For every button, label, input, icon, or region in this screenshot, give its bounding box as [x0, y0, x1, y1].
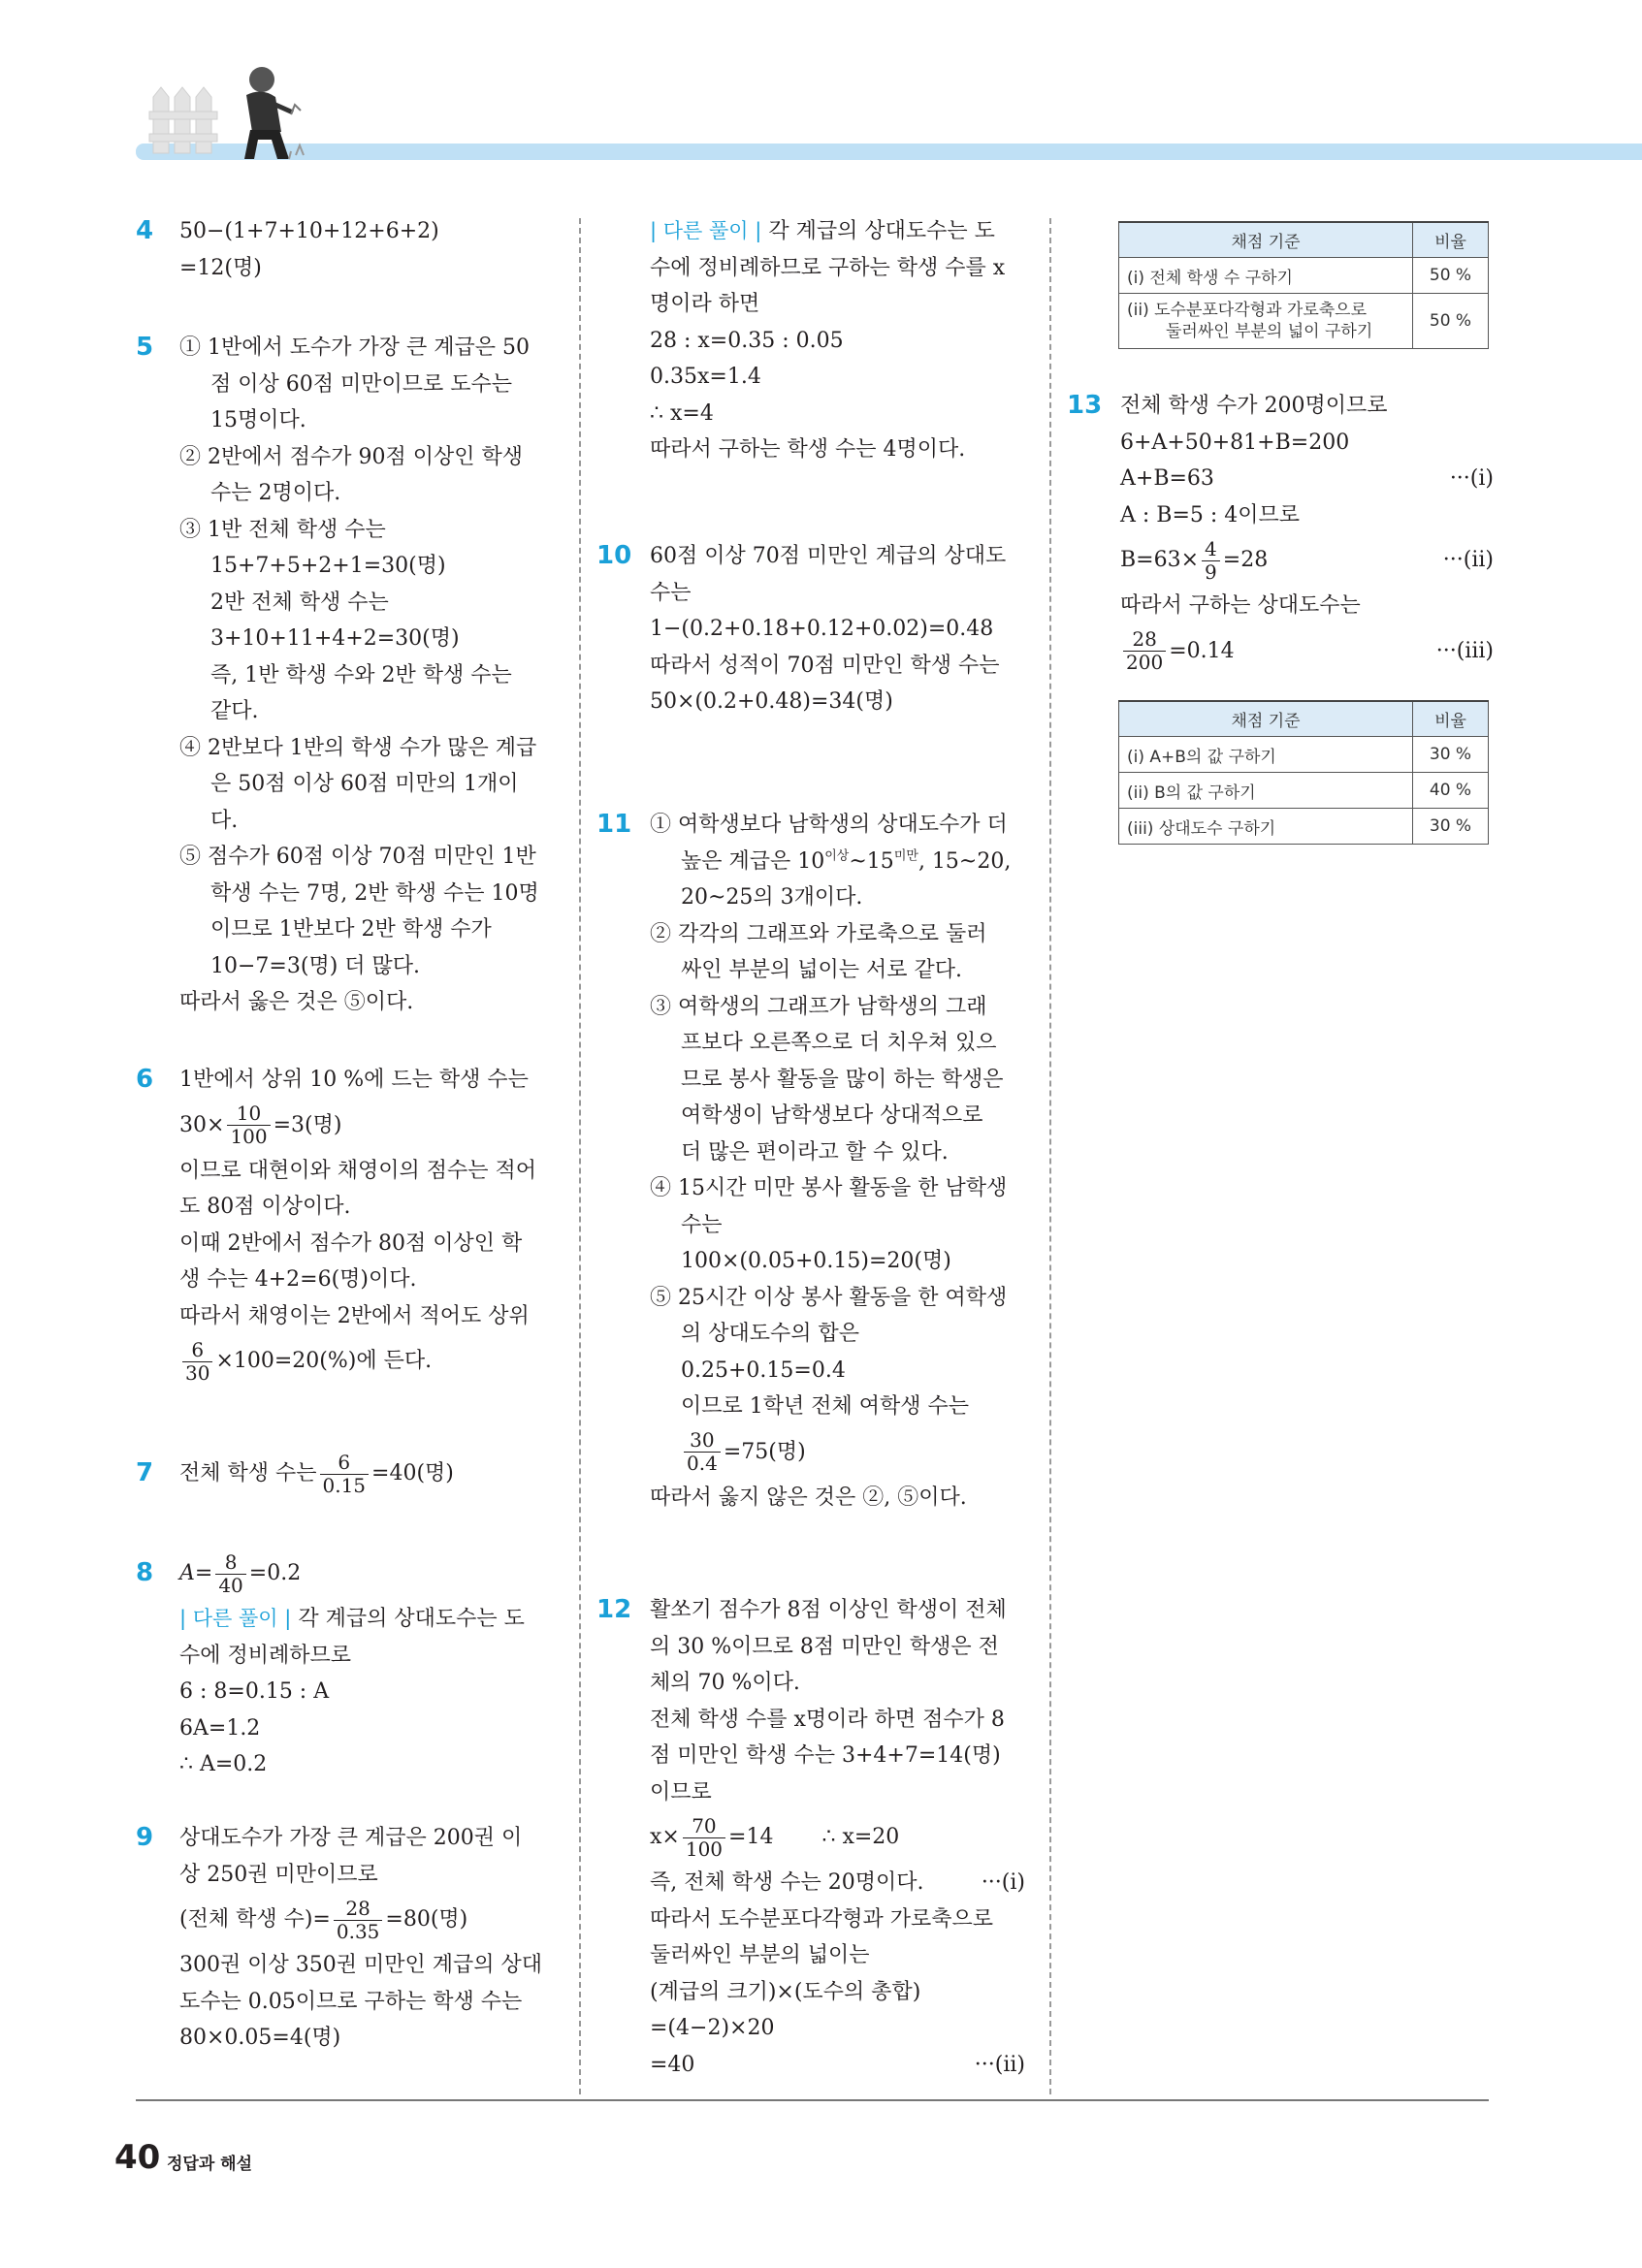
text-line: 300권 이상 350권 미만인 계급의 상대: [179, 1953, 542, 1977]
text-line: 상 250권 미만이므로: [179, 1862, 378, 1887]
fraction-line: [179, 1099, 553, 1153]
text-line: 3+10+11+4+2=30(명): [210, 626, 460, 651]
fraction-line: [650, 1810, 1025, 1865]
text: =3(명): [273, 1112, 342, 1137]
table-header-criteria: 채점 기준: [1119, 222, 1413, 258]
text-line: 전체 학생 수를 x명이라 하면 점수가 8: [650, 1707, 1005, 1732]
problem-12: [596, 1592, 1025, 2083]
text-line: 활쏘기 점수가 8점 이상인 학생이 전체: [650, 1598, 1007, 1622]
criteria-cell: [1119, 294, 1413, 349]
denominator: 100: [230, 1125, 268, 1148]
denominator: 0.4: [687, 1452, 718, 1475]
choice-3: ③ 여학생의 그래프가 남학생의 그래: [650, 994, 987, 1019]
text-line: 여학생이 남학생보다 상대적으로: [681, 1103, 983, 1128]
text-line: [1120, 461, 1494, 497]
numerator: 28: [334, 1898, 383, 1921]
problem-10: [596, 538, 1025, 720]
text-line: =12(명): [179, 255, 262, 280]
table-row: [1119, 809, 1489, 845]
fraction-line: [179, 1547, 553, 1601]
text-line: 의 30 %이므로 8점 미만인 학생은 전: [650, 1634, 999, 1659]
problem-7: [136, 1447, 553, 1501]
text-line: [650, 2047, 1025, 2084]
fraction: [683, 1815, 725, 1861]
criteria-cell: (ii) B의 값 구하기: [1119, 773, 1413, 809]
fraction-line: [650, 1425, 1025, 1480]
text-line: 따라서 성적이 70점 미만인 학생 수는: [650, 653, 1000, 678]
fraction: [215, 1551, 245, 1597]
problem-8: [136, 1547, 553, 1783]
problem-number: 8: [136, 1558, 154, 1587]
header-band: [136, 144, 1642, 160]
text-line: 6 : 8=0.15 : A: [179, 1679, 330, 1704]
text: =75(명): [723, 1439, 806, 1464]
score-marker: ···(i): [1449, 466, 1494, 491]
text-line: 전체 학생 수가 200명이므로: [1120, 394, 1388, 418]
denominator: 9: [1205, 559, 1217, 584]
criteria-cell: (iii) 상대도수 구하기: [1119, 809, 1413, 845]
text: =0.2: [248, 1561, 302, 1585]
conclusion: 따라서 옳지 않은 것은 ②, ⑤이다.: [650, 1485, 967, 1510]
fraction: [320, 1452, 370, 1497]
text-line: [650, 213, 1025, 250]
choice-2: ② 2반에서 점수가 90점 이상인 학생: [179, 444, 523, 469]
text: =28: [1222, 548, 1269, 572]
criteria-cell: (i) A+B의 값 구하기: [1119, 737, 1413, 773]
text-line: 체의 70 %이다.: [650, 1671, 800, 1695]
superscript: 이상: [824, 848, 850, 864]
text-line: =(4−2)×20: [650, 2016, 775, 2040]
text: 전체 학생 수는: [179, 1461, 317, 1485]
denominator: 0.35: [336, 1919, 380, 1943]
text: x×: [650, 1825, 680, 1849]
denominator: 40: [218, 1573, 243, 1597]
numerator: 30: [684, 1429, 721, 1453]
text-line: 수에 정비례하므로 구하는 학생 수를 x: [650, 255, 1006, 280]
text-line: 생 수는 4+2=6(명)이다.: [179, 1267, 417, 1292]
text-line: 의 상대도수의 합은: [681, 1322, 860, 1346]
ratio-cell: 50 %: [1413, 294, 1489, 349]
text-line: 은 50점 이상 60점 미만의 1개이: [210, 772, 519, 796]
choice-5: ⑤ 점수가 60점 이상 70점 미만인 1반: [179, 845, 536, 869]
problem-number: 6: [136, 1065, 154, 1094]
choice-4: ④ 2반보다 1반의 학생 수가 많은 계급: [179, 735, 537, 760]
fraction: [227, 1102, 270, 1148]
text-line: 0.25+0.15=0.4: [681, 1358, 846, 1383]
text-line: 더 많은 편이라고 할 수 있다.: [681, 1139, 949, 1165]
text-line: 50−(1+7+10+12+6+2): [179, 219, 439, 243]
problem-number: 4: [136, 216, 154, 245]
text: 30×: [179, 1112, 225, 1137]
denominator: 100: [685, 1837, 724, 1861]
numerator: 6: [182, 1339, 212, 1362]
text-line: 10−7=3(명) 더 많다.: [210, 953, 421, 978]
score-marker: ···(ii): [1442, 548, 1494, 572]
text: ×100=20(%)에 든다.: [215, 1349, 433, 1373]
numerator: 10: [227, 1102, 270, 1126]
text-line: 100×(0.05+0.15)=20(명): [681, 1249, 951, 1273]
text: 각 계급의 상대도수는 도: [298, 1607, 525, 1631]
text-line: 따라서 도수분포다각형과 가로축으로: [650, 1906, 994, 1932]
ratio-cell: 30 %: [1413, 809, 1489, 845]
text-line: 점 미만인 학생 수는 3+4+7=14(명): [650, 1743, 1001, 1768]
text-line: 15+7+5+2+1=30(명): [210, 554, 446, 578]
problem-number: 13: [1067, 391, 1103, 420]
problem-6: [136, 1062, 553, 1389]
text-line: 이므로: [650, 1779, 712, 1805]
alt-solution-label: | 다른 풀이 |: [650, 219, 762, 242]
fraction: [182, 1339, 212, 1385]
text: A=: [179, 1561, 213, 1585]
table-header-ratio: 비율: [1413, 222, 1489, 258]
text-line: 따라서 채영이는 2반에서 적어도 상위: [179, 1303, 530, 1328]
score-marker: ···(i): [981, 1870, 1025, 1895]
text-line: 이므로 1학년 전체 여학생 수는: [681, 1394, 969, 1419]
fraction-line: [179, 1447, 553, 1501]
text-line: [650, 844, 1025, 880]
text-line: 이므로 1반보다 2반 학생 수가: [210, 917, 492, 942]
scoring-table-13: [1118, 700, 1489, 845]
text-line: 다.: [210, 808, 239, 833]
text-line: 므로 봉사 활동을 많이 하는 학생은: [681, 1067, 1004, 1092]
choice-4: ④ 15시간 미만 봉사 활동을 한 남학생: [650, 1176, 1008, 1200]
problem-13: [1067, 388, 1494, 679]
text-line: 0.35x=1.4: [650, 365, 761, 389]
text-line: 프보다 오른쪽으로 더 치우쳐 있으: [681, 1031, 997, 1055]
problem-5: [136, 330, 553, 1021]
numerator: 8: [215, 1551, 245, 1575]
text-line: (ii) 도수분포다각형과 가로축으로: [1127, 301, 1368, 320]
text-line: 싸인 부분의 넓이는 서로 같다.: [681, 958, 962, 982]
fraction-line: [1120, 533, 1494, 588]
text-line: 따라서 구하는 학생 수는 4명이다.: [650, 437, 966, 462]
problem-number: 11: [596, 810, 632, 839]
choice-2: ② 각각의 그래프와 가로축으로 둘러: [650, 921, 987, 946]
fraction: [334, 1898, 383, 1943]
text-line: 둘러싸인 부분의 넓이는: [650, 1943, 870, 1967]
text-line: 점 이상 60점 미만이므로 도수는: [210, 371, 512, 397]
text-line: [179, 1601, 553, 1638]
text-line: 60점 이상 70점 미만인 계급의 상대도: [650, 544, 1007, 568]
text-line: ∴ x=4: [650, 400, 714, 426]
problem-9: [136, 1820, 553, 2057]
fraction-line: [1120, 624, 1494, 679]
text-line: 6A=1.2: [179, 1715, 261, 1741]
column-separator-2: [1049, 218, 1051, 2094]
denominator: 200: [1126, 651, 1164, 674]
text: =0.14: [1169, 638, 1235, 663]
text-line: 80×0.05=4(명): [179, 2026, 341, 2050]
text-line: 같다.: [210, 699, 259, 723]
text-line: ∴ A=0.2: [179, 1752, 268, 1776]
column-separator-1: [579, 218, 581, 2094]
numerator: 4: [1202, 538, 1220, 561]
problem-11: [596, 807, 1025, 1516]
text-line: 즉, 1반 학생 수와 2반 학생 수는: [210, 662, 512, 687]
text-line: 1−(0.2+0.18+0.12+0.02)=0.48: [650, 617, 994, 641]
denominator: 30: [185, 1360, 210, 1385]
text-line: 수는: [650, 580, 692, 605]
problem-number: 9: [136, 1823, 154, 1852]
table-row: [1119, 294, 1489, 349]
ratio-cell: 30 %: [1413, 737, 1489, 773]
text: =40(명): [371, 1461, 454, 1485]
text-line: 도수는 0.05이므로 구하는 학생 수는: [179, 1989, 523, 2014]
text-line: A : B=5 : 4이므로: [1120, 502, 1301, 527]
text-line: 따라서 구하는 상대도수는: [1120, 593, 1361, 618]
table-header-criteria: 채점 기준: [1119, 701, 1413, 737]
numerator: 6: [320, 1452, 370, 1475]
table-row: [1119, 773, 1489, 809]
text-line: 수는 2명이다.: [210, 481, 341, 505]
fraction: [684, 1429, 721, 1475]
text-line: 학생 수는 7명, 2반 학생 수는 10명: [210, 880, 539, 906]
text: =40: [650, 2052, 695, 2077]
text-line: 수는: [681, 1212, 723, 1237]
scoring-table-12: [1118, 221, 1489, 349]
text-line: 상대도수가 가장 큰 계급은 200권 이: [179, 1826, 523, 1850]
superscript: 미만: [893, 848, 918, 864]
table-row: [1119, 258, 1489, 294]
text-line: 15명이다.: [210, 408, 306, 432]
problem-number: 12: [596, 1595, 632, 1624]
text-line: 6+A+50+81+B=200: [1120, 430, 1350, 455]
text-line: (계급의 크기)×(도수의 총합): [650, 1979, 921, 2004]
text-line: [650, 1865, 1025, 1901]
text: =80(명): [385, 1907, 468, 1932]
choice-3: ③ 1반 전체 학생 수는: [179, 517, 386, 542]
page-label: 정답과 해설: [167, 2155, 253, 2174]
conclusion: 따라서 옳은 것은 ⑤이다.: [179, 990, 414, 1014]
text-line: 28 : x=0.35 : 0.05: [650, 328, 844, 353]
text: =14: [728, 1825, 774, 1849]
ratio-cell: 50 %: [1413, 258, 1489, 294]
text-line: 명이라 하면: [650, 292, 760, 316]
text: ∴ x=20: [821, 1825, 900, 1849]
fraction-line: [179, 1334, 553, 1389]
text: ~15: [849, 848, 894, 874]
text: 각 계급의 상대도수는 도: [768, 219, 995, 243]
text-line: 도 80점 이상이다.: [179, 1195, 351, 1219]
numerator: 28: [1123, 628, 1166, 652]
score-marker: ···(ii): [974, 2052, 1025, 2077]
problem-number: 7: [136, 1458, 154, 1487]
choice-1: ① 여학생보다 남학생의 상대도수가 더: [650, 813, 1008, 837]
problem-9-alt-solution: [606, 213, 1025, 468]
text-line: 20~25의 3개이다.: [681, 885, 863, 910]
text: B=63×: [1120, 548, 1200, 572]
choice-5: ⑤ 25시간 이상 봉사 활동을 한 여학생: [650, 1285, 1008, 1310]
problem-number: 10: [596, 541, 632, 570]
fraction-line: [179, 1893, 553, 1947]
numerator: 70: [683, 1815, 725, 1838]
table-row: [1119, 737, 1489, 773]
footer-rule: [136, 2099, 1489, 2101]
page-number: 40: [114, 2138, 161, 2177]
choice-1: ① 1반에서 도수가 가장 큰 계급은 50: [179, 335, 530, 360]
text: 높은 계급은 10: [681, 848, 825, 874]
text: A+B=63: [1120, 466, 1214, 491]
text-line: 둘러싸인 부분의 넓이 구하기: [1166, 322, 1373, 341]
ratio-cell: 40 %: [1413, 773, 1489, 809]
text-line: 2반 전체 학생 수는: [210, 590, 389, 615]
fraction: [1202, 538, 1220, 584]
text-line: 50×(0.2+0.48)=34(명): [650, 689, 893, 714]
text: 즉, 전체 학생 수는 20명이다.: [650, 1870, 924, 1895]
text-line: 이때 2반에서 점수가 80점 이상인 학: [179, 1230, 523, 1256]
text-line: 수에 정비례하므로: [179, 1643, 352, 1668]
table-header-ratio: 비율: [1413, 701, 1489, 737]
text: (전체 학생 수)=: [179, 1907, 331, 1932]
fraction: [1123, 628, 1166, 674]
alt-solution-label: | 다른 풀이 |: [179, 1607, 292, 1630]
problem-number: 5: [136, 333, 154, 362]
problem-4: [136, 213, 553, 286]
criteria-cell: (i) 전체 학생 수 구하기: [1119, 258, 1413, 294]
denominator: 0.15: [322, 1473, 367, 1497]
text: , 15~20,: [918, 848, 1012, 874]
text-line: 1반에서 상위 10 %에 드는 학생 수는: [179, 1068, 529, 1092]
gardener-illustration: [145, 58, 310, 167]
score-marker: ···(iii): [1435, 638, 1494, 663]
text-line: 이므로 대현이와 채영이의 점수는 적어: [179, 1158, 537, 1183]
